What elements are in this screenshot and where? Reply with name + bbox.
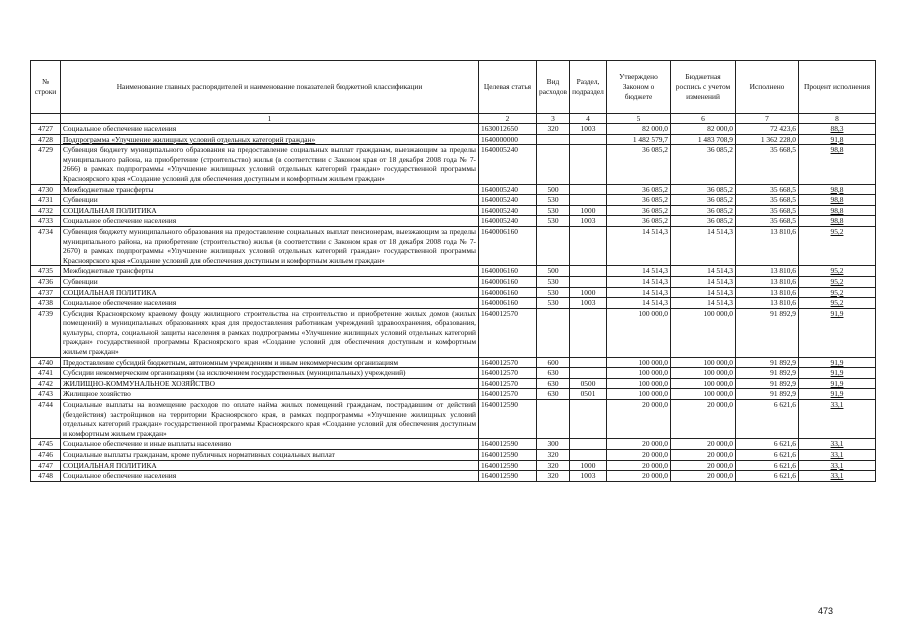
- header-budget-list: Бюджетная роспись с учетом изменений: [671, 61, 736, 114]
- row-name: Подпрограмма «Улучшение жилищных условий отдельных категорий граждан»: [61, 134, 479, 145]
- table-row: [31, 134, 876, 145]
- column-number: 7: [736, 114, 799, 124]
- row-number: 4735: [31, 266, 61, 277]
- row-percent: 98,8: [799, 205, 876, 216]
- table-row: [31, 308, 876, 357]
- table-row: [31, 357, 876, 368]
- row-number: 4738: [31, 298, 61, 309]
- row-name: Социальное обеспечение населения: [61, 216, 479, 227]
- row-approved: 36 085,2: [607, 205, 671, 216]
- row-percent: 95,2: [799, 276, 876, 287]
- row-budget-list: 100 000,0: [671, 357, 736, 368]
- table-header-row: [31, 61, 876, 114]
- row-approved: 100 000,0: [607, 389, 671, 400]
- column-number: 3: [537, 114, 570, 124]
- budget-execution-table: [30, 60, 876, 482]
- row-approved: 20 000,0: [607, 471, 671, 482]
- row-percent: 98,8: [799, 195, 876, 206]
- table-row: [31, 266, 876, 277]
- row-approved: 14 514,3: [607, 266, 671, 277]
- row-executed: 13 810,6: [736, 287, 799, 298]
- row-expense-type: [537, 226, 570, 265]
- row-approved: 1 482 579,7: [607, 134, 671, 145]
- row-name: Субсидии некоммерческим организациям (за исключением государственных (муниципальных) учреждений): [61, 368, 479, 379]
- header-target-article: Целевая статья: [479, 61, 537, 114]
- row-executed: 91 892,9: [736, 389, 799, 400]
- row-executed: 13 810,6: [736, 266, 799, 277]
- row-budget-list: 36 085,2: [671, 184, 736, 195]
- row-target-article: 1640012590: [479, 439, 537, 450]
- row-percent: 88,3: [799, 124, 876, 135]
- row-executed: 91 892,9: [736, 357, 799, 368]
- row-percent: 33,1: [799, 439, 876, 450]
- column-number: 8: [799, 114, 876, 124]
- row-percent: 33,1: [799, 460, 876, 471]
- row-budget-list: 14 514,3: [671, 226, 736, 265]
- row-name: Межбюджетные трансферты: [61, 266, 479, 277]
- row-target-article: 1640006160: [479, 276, 537, 287]
- row-number: 4736: [31, 276, 61, 287]
- row-section: [570, 357, 607, 368]
- row-number: 4732: [31, 205, 61, 216]
- row-executed: 91 892,9: [736, 368, 799, 379]
- row-executed: 6 621,6: [736, 450, 799, 461]
- header-executed: Исполнено: [736, 61, 799, 114]
- row-target-article: 1630012650: [479, 124, 537, 135]
- row-executed: 6 621,6: [736, 439, 799, 450]
- row-expense-type: [537, 145, 570, 184]
- row-section: [570, 276, 607, 287]
- row-target-article: 1640005240: [479, 216, 537, 227]
- row-number: 4739: [31, 308, 61, 357]
- row-name: Социальные выплаты гражданам, кроме публичных нормативных социальных выплат: [61, 450, 479, 461]
- row-expense-type: [537, 400, 570, 439]
- row-target-article: 1640005240: [479, 195, 537, 206]
- row-budget-list: 36 085,2: [671, 145, 736, 184]
- table-row: [31, 184, 876, 195]
- row-section: [570, 266, 607, 277]
- row-number: 4743: [31, 389, 61, 400]
- row-approved: 20 000,0: [607, 400, 671, 439]
- row-approved: 36 085,2: [607, 184, 671, 195]
- row-budget-list: 20 000,0: [671, 460, 736, 471]
- row-name: Социальные выплаты на возмещение расходов по оплате найма жилых помещений гражданам, пострадавшим от действий (бездействия) застройщиков на территории Красноярского края, в рамках подпрограммы «Улучшение жилищных условий отдельных категорий граждан» государственной программы Красноярского края «Создание условий для обеспечения доступным и комфортным жильем граждан»: [61, 400, 479, 439]
- row-name: ЖИЛИЩНО-КОММУНАЛЬНОЕ ХОЗЯЙСТВО: [61, 378, 479, 389]
- column-number: 5: [607, 114, 671, 124]
- row-expense-type: 530: [537, 205, 570, 216]
- row-budget-list: 36 085,2: [671, 205, 736, 216]
- row-expense-type: 600: [537, 357, 570, 368]
- row-approved: 14 514,3: [607, 298, 671, 309]
- row-expense-type: 320: [537, 460, 570, 471]
- row-section: 0501: [570, 389, 607, 400]
- row-executed: 6 621,6: [736, 400, 799, 439]
- row-approved: 36 085,2: [607, 145, 671, 184]
- row-budget-list: 36 085,2: [671, 195, 736, 206]
- row-approved: 20 000,0: [607, 439, 671, 450]
- row-target-article: 1640012570: [479, 308, 537, 357]
- table-row: [31, 145, 876, 184]
- row-expense-type: 530: [537, 298, 570, 309]
- row-approved: 14 514,3: [607, 226, 671, 265]
- row-target-article: 1640006160: [479, 226, 537, 265]
- row-section: 1003: [570, 216, 607, 227]
- row-percent: 33,1: [799, 471, 876, 482]
- table-row: [31, 439, 876, 450]
- row-percent: 33,1: [799, 400, 876, 439]
- row-target-article: 1640000000: [479, 134, 537, 145]
- column-number-row: [31, 114, 876, 124]
- row-number: 4737: [31, 287, 61, 298]
- row-percent: 98,8: [799, 216, 876, 227]
- row-executed: 1 362 228,0: [736, 134, 799, 145]
- row-percent: 95,2: [799, 287, 876, 298]
- row-expense-type: 320: [537, 471, 570, 482]
- header-expense-type: Вид расходов: [537, 61, 570, 114]
- row-approved: 14 514,3: [607, 276, 671, 287]
- row-name: Жилищное хозяйство: [61, 389, 479, 400]
- row-target-article: 1640012570: [479, 368, 537, 379]
- row-expense-type: 530: [537, 195, 570, 206]
- row-executed: 35 668,5: [736, 184, 799, 195]
- row-executed: 35 668,5: [736, 216, 799, 227]
- row-target-article: 1640012570: [479, 357, 537, 368]
- row-name: Социальное обеспечение населения: [61, 471, 479, 482]
- row-budget-list: 100 000,0: [671, 368, 736, 379]
- row-executed: 35 668,5: [736, 205, 799, 216]
- budget-report-sheet: [30, 60, 875, 482]
- row-executed: 35 668,5: [736, 195, 799, 206]
- table-row: [31, 195, 876, 206]
- row-name: Межбюджетные трансферты: [61, 184, 479, 195]
- row-expense-type: 500: [537, 184, 570, 195]
- table-row: [31, 450, 876, 461]
- table-row: [31, 276, 876, 287]
- row-percent: 98,8: [799, 184, 876, 195]
- row-name: Субсидия Красноярскому краевому фонду жилищного строительства на строительство и приобретение жилых домов (жилых помещений) в муниципальных образованиях края для предоставления работникам учреждений здравоохранения, образования, культуры, спорта, социальной защиты населения в рамках подпрограммы «Улучшение жилищных условий отдельных категорий граждан» государственной программы Красноярского края «Создание условий для обеспечения доступным и комфортным жильем граждан»: [61, 308, 479, 357]
- row-percent: 95,2: [799, 298, 876, 309]
- row-number: 4741: [31, 368, 61, 379]
- row-section: [570, 400, 607, 439]
- row-section: [570, 134, 607, 145]
- header-row-number: № строки: [31, 61, 61, 114]
- row-approved: 36 085,2: [607, 195, 671, 206]
- row-section: 1000: [570, 287, 607, 298]
- table-row: [31, 216, 876, 227]
- row-target-article: 1640005240: [479, 205, 537, 216]
- row-number: 4727: [31, 124, 61, 135]
- row-number: 4730: [31, 184, 61, 195]
- row-percent: 91,9: [799, 368, 876, 379]
- row-approved: 100 000,0: [607, 308, 671, 357]
- page-number: 473: [818, 606, 834, 616]
- row-percent: 91,9: [799, 378, 876, 389]
- row-expense-type: [537, 308, 570, 357]
- row-budget-list: 14 514,3: [671, 266, 736, 277]
- row-number: 4744: [31, 400, 61, 439]
- row-target-article: 1640012570: [479, 378, 537, 389]
- row-section: [570, 439, 607, 450]
- table-row: [31, 287, 876, 298]
- row-name: Предоставление субсидий бюджетным, автономным учреждениям и иным некоммерческим организациям: [61, 357, 479, 368]
- row-expense-type: 530: [537, 216, 570, 227]
- table-row: [31, 226, 876, 265]
- row-approved: 20 000,0: [607, 450, 671, 461]
- row-name: СОЦИАЛЬНАЯ ПОЛИТИКА: [61, 287, 479, 298]
- row-target-article: 1640005240: [479, 145, 537, 184]
- table-row: [31, 471, 876, 482]
- row-expense-type: [537, 134, 570, 145]
- table-row: [31, 205, 876, 216]
- row-target-article: 1640006160: [479, 298, 537, 309]
- row-section: [570, 368, 607, 379]
- row-target-article: 1640012590: [479, 460, 537, 471]
- row-percent: 91,9: [799, 357, 876, 368]
- column-number: 6: [671, 114, 736, 124]
- row-budget-list: 82 000,0: [671, 124, 736, 135]
- row-expense-type: 500: [537, 266, 570, 277]
- table-row: [31, 389, 876, 400]
- row-expense-type: 630: [537, 389, 570, 400]
- row-expense-type: 300: [537, 439, 570, 450]
- row-approved: 20 000,0: [607, 460, 671, 471]
- row-section: 0500: [570, 378, 607, 389]
- row-approved: 82 000,0: [607, 124, 671, 135]
- row-expense-type: 630: [537, 368, 570, 379]
- row-name: Субвенции: [61, 195, 479, 206]
- row-number: 4746: [31, 450, 61, 461]
- row-budget-list: 14 514,3: [671, 298, 736, 309]
- row-target-article: 1640012570: [479, 389, 537, 400]
- row-expense-type: 530: [537, 276, 570, 287]
- row-budget-list: 20 000,0: [671, 439, 736, 450]
- row-section: 1003: [570, 298, 607, 309]
- row-section: [570, 145, 607, 184]
- row-executed: 91 892,9: [736, 308, 799, 357]
- row-budget-list: 14 514,3: [671, 287, 736, 298]
- row-budget-list: 20 000,0: [671, 471, 736, 482]
- header-name: Наименование главных распорядителей и наименование показателей бюджетной классификации: [61, 61, 479, 114]
- row-section: 1000: [570, 460, 607, 471]
- column-number: 1: [61, 114, 479, 124]
- row-name: СОЦИАЛЬНАЯ ПОЛИТИКА: [61, 460, 479, 471]
- row-budget-list: 20 000,0: [671, 450, 736, 461]
- row-approved: 100 000,0: [607, 357, 671, 368]
- column-number: [31, 114, 61, 124]
- row-section: 1000: [570, 205, 607, 216]
- row-budget-list: 14 514,3: [671, 276, 736, 287]
- row-percent: 95,2: [799, 266, 876, 277]
- row-budget-list: 100 000,0: [671, 378, 736, 389]
- row-expense-type: 320: [537, 450, 570, 461]
- row-budget-list: 1 483 708,9: [671, 134, 736, 145]
- row-approved: 36 085,2: [607, 216, 671, 227]
- row-executed: 13 810,6: [736, 226, 799, 265]
- row-section: [570, 226, 607, 265]
- row-number: 4742: [31, 378, 61, 389]
- header-approved: Утверждено Законом о бюджете: [607, 61, 671, 114]
- row-executed: 6 621,6: [736, 471, 799, 482]
- table-body: [31, 124, 876, 482]
- row-number: 4728: [31, 134, 61, 145]
- row-number: 4729: [31, 145, 61, 184]
- row-percent: 33,1: [799, 450, 876, 461]
- row-percent: 95,2: [799, 226, 876, 265]
- row-number: 4733: [31, 216, 61, 227]
- row-number: 4745: [31, 439, 61, 450]
- row-expense-type: 630: [537, 378, 570, 389]
- row-target-article: 1640006160: [479, 266, 537, 277]
- row-percent: 91,9: [799, 389, 876, 400]
- row-approved: 100 000,0: [607, 378, 671, 389]
- table-row: [31, 460, 876, 471]
- row-name: Социальное обеспечение и иные выплаты населению: [61, 439, 479, 450]
- table-row: [31, 368, 876, 379]
- row-target-article: 1640012590: [479, 471, 537, 482]
- row-number: 4734: [31, 226, 61, 265]
- row-name: Социальное обеспечение населения: [61, 298, 479, 309]
- row-approved: 14 514,3: [607, 287, 671, 298]
- row-target-article: 1640005240: [479, 184, 537, 195]
- row-target-article: 1640006160: [479, 287, 537, 298]
- row-name: Социальное обеспечение населения: [61, 124, 479, 135]
- row-number: 4747: [31, 460, 61, 471]
- row-executed: 13 810,6: [736, 276, 799, 287]
- row-section: [570, 184, 607, 195]
- row-section: [570, 450, 607, 461]
- row-name: СОЦИАЛЬНАЯ ПОЛИТИКА: [61, 205, 479, 216]
- row-expense-type: 530: [537, 287, 570, 298]
- row-section: [570, 195, 607, 206]
- row-executed: 35 668,5: [736, 145, 799, 184]
- column-number: 2: [479, 114, 537, 124]
- row-percent: 91,9: [799, 308, 876, 357]
- row-target-article: 1640012590: [479, 450, 537, 461]
- row-budget-list: 20 000,0: [671, 400, 736, 439]
- table-row: [31, 378, 876, 389]
- row-budget-list: 36 085,2: [671, 216, 736, 227]
- row-executed: 13 810,6: [736, 298, 799, 309]
- row-expense-type: 320: [537, 124, 570, 135]
- row-number: 4740: [31, 357, 61, 368]
- row-name: Субвенции: [61, 276, 479, 287]
- row-target-article: 1640012590: [479, 400, 537, 439]
- header-section: Раздел, подраздел: [570, 61, 607, 114]
- row-executed: 72 423,6: [736, 124, 799, 135]
- header-percent: Процент исполнения: [799, 61, 876, 114]
- row-percent: 91,8: [799, 134, 876, 145]
- row-section: 1003: [570, 124, 607, 135]
- row-budget-list: 100 000,0: [671, 308, 736, 357]
- row-number: 4748: [31, 471, 61, 482]
- table-row: [31, 124, 876, 135]
- row-percent: 98,8: [799, 145, 876, 184]
- row-approved: 100 000,0: [607, 368, 671, 379]
- row-budget-list: 100 000,0: [671, 389, 736, 400]
- row-name: Субвенция бюджету муниципального образования на предоставление социальных выплат пенсионерам, выезжающим за пределы муниципального района, на приобретение (строительство) жилья (в соответствии с Законом края от 18 декабря 2008 года № 7-2670) в рамках подпрограммы «Улучшение жилищных условий отдельных категорий граждан» государственной программы Красноярского края «Создание условий для обеспечения доступным и комфортным жильем граждан»: [61, 226, 479, 265]
- row-executed: 6 621,6: [736, 460, 799, 471]
- row-number: 4731: [31, 195, 61, 206]
- row-name: Субвенция бюджету муниципального образования на предоставление социальных выплат гражданам, выезжающим за пределы муниципального района, на приобретение (строительство) жилья (в соответствии с Законом края от 18 декабря 2008 года № 7-2666) в рамках подпрограммы «Улучшение жилищных условий отдельных категорий граждан» государственной программы Красноярского края «Создание условий для обеспечения доступным и комфортным жильем граждан»: [61, 145, 479, 184]
- table-row: [31, 400, 876, 439]
- table-row: [31, 298, 876, 309]
- column-number: 4: [570, 114, 607, 124]
- row-executed: 91 892,9: [736, 378, 799, 389]
- row-section: 1003: [570, 471, 607, 482]
- row-section: [570, 308, 607, 357]
